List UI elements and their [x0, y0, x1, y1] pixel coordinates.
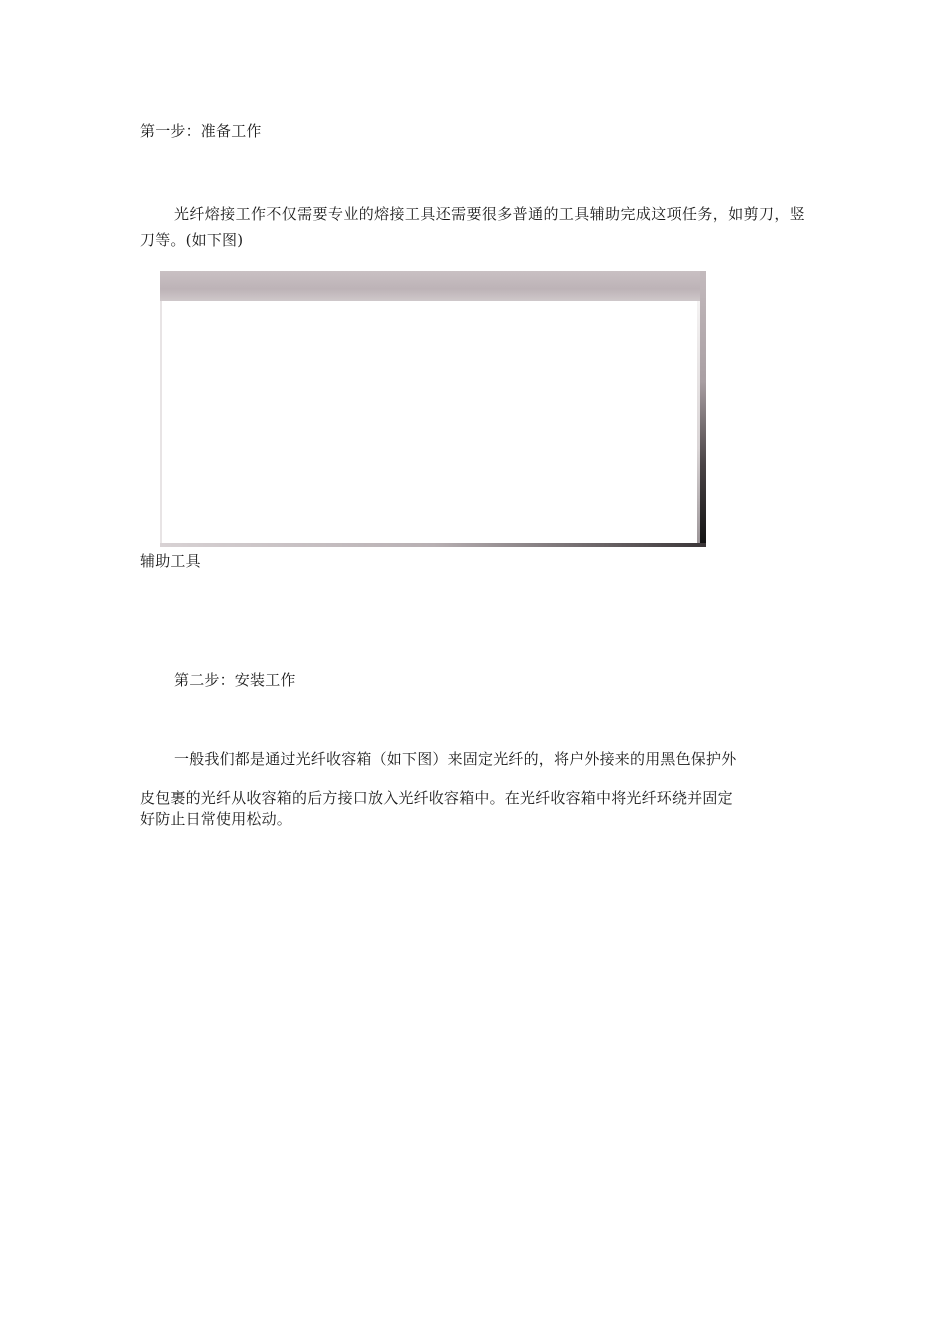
step2-paragraph-line-2: 皮包裹的光纤从收容箱的后方接口放入光纤收容箱中。在光纤收容箱中将光纤环绕并固定 [140, 789, 733, 807]
photo-right-edge [700, 271, 706, 547]
figure-caption: 辅助工具 [140, 552, 201, 570]
photo-left-edge [160, 301, 162, 543]
step1-heading: 第一步：准备工作 [140, 122, 262, 140]
photo-top-band [160, 271, 706, 301]
photo-bottom-edge [160, 543, 706, 547]
step2-paragraph-line-1: 一般我们都是通过光纤收容箱（如下图）来固定光纤的，将户外接来的用黑色保护外 [174, 750, 737, 768]
step2-paragraph-line-3: 好防止日常使用松动。 [140, 810, 293, 828]
step1-paragraph: 光纤熔接工作不仅需要专业的熔接工具还需要很多普通的工具辅助完成这项任务，如剪刀，竖刀等。(如下图) [140, 205, 805, 249]
auxiliary-tools-photo [160, 271, 706, 547]
step2-heading: 第二步：安装工作 [174, 671, 296, 689]
